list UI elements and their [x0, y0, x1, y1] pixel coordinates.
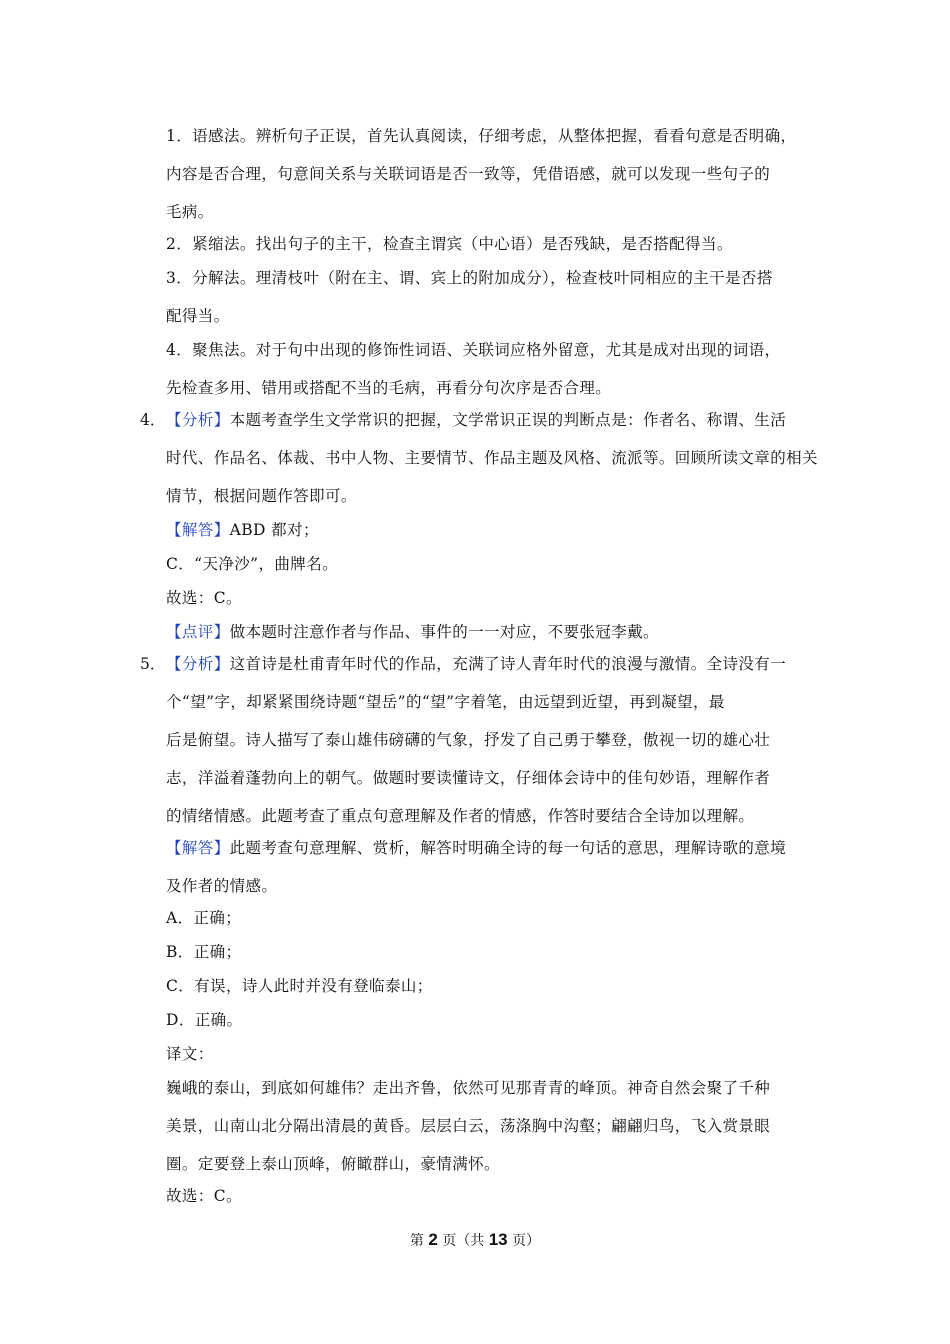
- total-pages: 13: [488, 1230, 508, 1249]
- method-line: 毛病。: [166, 203, 214, 221]
- q4-option-line: C．“天净沙”，曲牌名。: [166, 555, 339, 573]
- analysis-tag: 【分析】: [166, 655, 230, 673]
- answer-tag: 【解答】: [166, 521, 230, 539]
- question-number: 5．: [140, 655, 166, 673]
- q5-option-line: D．正确。: [166, 1011, 243, 1029]
- method-line: 2．紧缩法。找出句子的主干，检查主谓宾（中心语）是否残缺，是否搭配得当。: [166, 235, 733, 253]
- question-number: 4．: [140, 411, 166, 429]
- q4-comment-line: 【点评】做本题时注意作者与作品、事件的一一对应，不要张冠李戴。: [166, 623, 659, 641]
- method-line: 4．聚焦法。对于句中出现的修饰性词语、关联词应格外留意，尤其是成对出现的词语，: [166, 341, 781, 359]
- translation-line: 圈。定要登上泰山顶峰，俯瞰群山，豪情满怀。: [166, 1155, 500, 1173]
- page-footer: 第 2 页（共 13 页）: [409, 1230, 541, 1249]
- method-line: 内容是否合理，句意间关系与关联词语是否一致等，凭借语感，就可以发现一些句子的: [166, 165, 771, 183]
- translation-line: 美景，山南山北分隔出清晨的黄昏。层层白云，荡涤胸中沟壑；翩翩归鸟，飞入赏景眼: [166, 1117, 771, 1135]
- method-line: 配得当。: [166, 307, 230, 325]
- q5-analysis-line: 志，洋溢着蓬勃向上的朝气。做题时要读懂诗文，仔细体会诗中的佳句妙语，理解作者: [166, 769, 771, 787]
- q5-option-line: C．有误，诗人此时并没有登临泰山；: [166, 977, 433, 995]
- q5-analysis-line: 【分析】这首诗是杜甫青年时代的作品，充满了诗人青年时代的浪漫与激情。全诗没有一: [166, 655, 787, 673]
- comment-tag: 【点评】: [166, 623, 230, 641]
- method-line: 先检查多用、错用或搭配不当的毛病，再看分句次序是否合理。: [166, 379, 612, 397]
- q5-choice-line: 故选：C。: [166, 1187, 242, 1205]
- translation-line: 巍峨的泰山，到底如何雄伟？走出齐鲁，依然可见那青青的峰顶。神奇自然会聚了千种: [166, 1079, 771, 1097]
- method-line: 1．语感法。辨析句子正误，首先认真阅读，仔细考虑，从整体把握，看看句意是否明确，: [166, 127, 797, 145]
- q5-analysis-line: 的情绪情感。此题考查了重点句意理解及作者的情感，作答时要结合全诗加以理解。: [166, 807, 755, 825]
- q4-analysis-line: 时代、作品名、体裁、书中人物、主要情节、作品主题及风格、流派等。回顾所读文章的相关: [166, 449, 818, 467]
- q4-choice-line: 故选：C。: [166, 589, 242, 607]
- q5-answer-line: 【解答】此题考查句意理解、赏析，解答时明确全诗的每一句话的意思，理解诗歌的意境: [166, 839, 787, 857]
- q5-option-line: B．正确；: [166, 943, 242, 961]
- q5-analysis-line: 后是俯望。诗人描写了泰山雄伟磅礴的气象，抒发了自己勇于攀登，傲视一切的雄心壮: [166, 731, 771, 749]
- page-number: 2: [428, 1230, 438, 1249]
- analysis-tag: 【分析】: [166, 411, 230, 429]
- q4-analysis-line: 情节，根据问题作答即可。: [166, 487, 357, 505]
- q4-answer-line: 【解答】ABD 都对；: [166, 521, 319, 539]
- q5-analysis-line: 个“望”字，却紧紧围绕诗题“望岳”的“望”字着笔，由远望到近望，再到凝望，最: [166, 693, 725, 711]
- q5-option-line: A．正确；: [166, 909, 242, 927]
- answer-tag: 【解答】: [166, 839, 230, 857]
- method-line: 3．分解法。理清枝叶（附在主、谓、宾上的附加成分），检查枝叶同相应的主干是否搭: [166, 269, 773, 287]
- q5-answer-line: 及作者的情感。: [166, 877, 278, 895]
- q4-analysis-line: 【分析】本题考查学生文学常识的把握，文学常识正误的判断点是：作者名、称谓、生活: [166, 411, 787, 429]
- translation-label: 译文：: [166, 1045, 214, 1063]
